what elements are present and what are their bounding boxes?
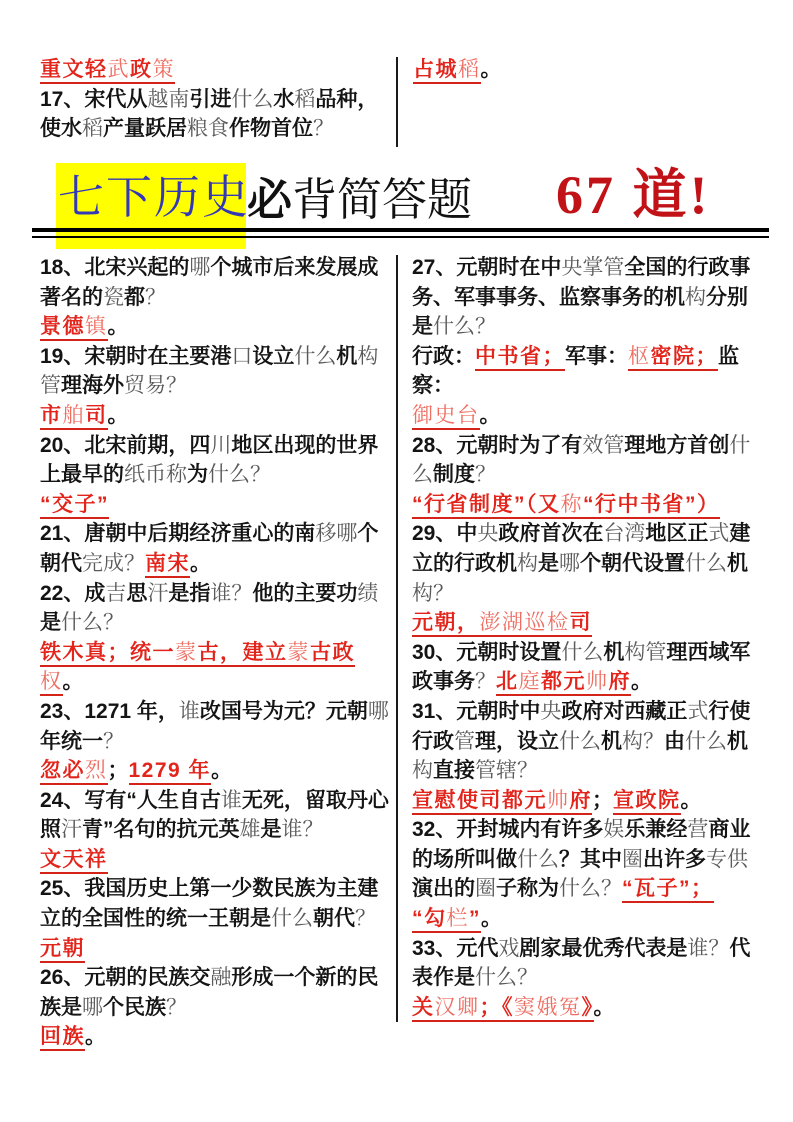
text-segment: 构管 bbox=[40, 344, 379, 398]
qa-paragraph bbox=[412, 431, 768, 490]
text-segment: 策 bbox=[153, 58, 176, 84]
text-segment: 30、元朝时设置 bbox=[412, 640, 562, 664]
text-segment: 管辖 bbox=[475, 759, 517, 783]
qa-paragraph bbox=[40, 874, 392, 933]
text-segment: 机 bbox=[603, 640, 625, 664]
text-segment: 台湾 bbox=[603, 522, 646, 546]
text-segment: 澎湖巡检 bbox=[480, 611, 570, 637]
title-rule-red-segment bbox=[554, 228, 769, 238]
qa-paragraph bbox=[412, 638, 768, 697]
text-segment: 元朝， bbox=[412, 611, 480, 637]
text-segment: 景德 bbox=[40, 315, 85, 341]
text-segment: ？ bbox=[145, 285, 166, 309]
text-segment: ？ bbox=[231, 581, 253, 605]
text-segment: 绩 bbox=[357, 581, 379, 605]
text-segment: ？ bbox=[313, 117, 334, 141]
text-segment: 效管 bbox=[582, 433, 625, 457]
text-segment: 是指 bbox=[168, 581, 211, 605]
text-segment: 直接 bbox=[433, 759, 475, 783]
text-segment: 司 bbox=[570, 611, 593, 637]
qa-paragraph bbox=[40, 342, 392, 401]
text-segment: 稻 bbox=[458, 58, 481, 84]
text-segment: ？ bbox=[475, 670, 496, 694]
text-segment: 圈 bbox=[622, 847, 643, 871]
text-segment: 出许多 bbox=[643, 847, 706, 871]
qa-paragraph bbox=[412, 342, 768, 431]
text-segment: 。 bbox=[631, 670, 652, 694]
text-segment: 构管 bbox=[624, 640, 667, 664]
text-segment: ？ bbox=[601, 877, 622, 901]
text-segment: 什么 bbox=[208, 463, 250, 487]
text-segment: ？ bbox=[124, 551, 145, 575]
qa-paragraph bbox=[40, 579, 392, 638]
text-segment: 都 bbox=[124, 285, 145, 309]
qa-paragraph bbox=[40, 756, 392, 786]
text-segment: “行中书省”） bbox=[583, 493, 720, 519]
text-segment: 年统一 bbox=[40, 729, 103, 753]
text-segment: 。 bbox=[481, 907, 502, 931]
text-segment: 。 bbox=[190, 551, 211, 575]
qa-paragraph bbox=[40, 845, 392, 875]
title-rule-black-segment bbox=[244, 228, 554, 238]
text-segment: 关 bbox=[412, 996, 435, 1022]
text-segment: 纸币称 bbox=[124, 463, 187, 487]
text-segment: 29、中 bbox=[412, 522, 478, 546]
text-segment: 个朝代 bbox=[40, 522, 379, 575]
text-segment: 产量跃居 bbox=[103, 117, 187, 141]
text-segment: 军事： bbox=[565, 344, 628, 368]
text-segment: 哪 bbox=[189, 256, 211, 279]
text-segment: 19、宋朝时在主要港 bbox=[40, 344, 232, 368]
text-segment: 。 bbox=[62, 670, 84, 694]
text-segment: 南宋 bbox=[145, 552, 190, 578]
text-segment: 地区正 bbox=[645, 522, 709, 546]
text-segment: 演出的 bbox=[412, 877, 475, 901]
text-segment: ？ bbox=[475, 315, 496, 339]
title-rule-blue-segment bbox=[32, 228, 244, 238]
text-segment: 川 bbox=[210, 433, 232, 457]
qa-paragraph bbox=[412, 519, 768, 608]
qa-paragraph bbox=[412, 490, 768, 520]
text-segment: 21、唐朝中后期经济重心的南 bbox=[40, 522, 316, 546]
column-divider-main bbox=[396, 255, 398, 1022]
text-segment: 宣慰使司都元 bbox=[412, 789, 547, 815]
text-segment: 央 bbox=[477, 522, 499, 546]
text-segment: 舶 bbox=[63, 404, 86, 430]
qa-paragraph bbox=[40, 519, 392, 578]
text-segment: 蒙 bbox=[288, 641, 311, 667]
text-segment: 忽必 bbox=[40, 759, 85, 785]
text-segment: 哪 bbox=[367, 699, 389, 723]
text-segment: 是 bbox=[260, 818, 282, 842]
text-segment: ？ bbox=[355, 907, 376, 931]
text-segment: 什么 bbox=[685, 729, 727, 753]
text-segment: 全国的行政事务、军事事务、监察事务的机 bbox=[412, 256, 751, 309]
text-segment: 25、我国历史上第一少数民族为主建立的全国性的统一王朝是 bbox=[40, 877, 379, 931]
text-segment: 式 bbox=[687, 699, 709, 723]
qa-paragraph bbox=[412, 815, 768, 933]
text-segment: 行政： bbox=[412, 344, 475, 368]
text-segment: 娱 bbox=[603, 818, 625, 842]
qa-paragraph bbox=[40, 85, 394, 144]
text-segment: ？ bbox=[708, 936, 730, 960]
text-segment: 制度 bbox=[433, 463, 475, 487]
text-segment: 什么 bbox=[561, 640, 604, 664]
text-segment: 式 bbox=[708, 522, 730, 546]
text-segment: 。 bbox=[85, 1025, 106, 1049]
text-segment: 什么 bbox=[231, 87, 274, 111]
text-segment: 古，建立 bbox=[198, 641, 288, 667]
text-segment: 铁木真；统一 bbox=[40, 641, 175, 667]
text-segment: 什么 bbox=[475, 966, 517, 990]
text-segment: 都元 bbox=[541, 670, 586, 696]
text-segment: 权 bbox=[40, 670, 63, 696]
text-segment: 23、1271 年， bbox=[40, 699, 179, 723]
text-segment: 地区出现的世界上最早的 bbox=[40, 433, 379, 487]
text-segment: 青”名句的抗元英 bbox=[82, 818, 240, 842]
text-segment: 改国号为元？元朝 bbox=[199, 699, 368, 723]
text-segment: 谁 bbox=[178, 699, 200, 723]
text-segment: ？ bbox=[517, 966, 538, 990]
text-segment: 。 bbox=[479, 403, 501, 427]
text-segment: ； bbox=[107, 759, 129, 783]
text-segment: 政府首次在 bbox=[498, 522, 604, 546]
text-segment: 古政 bbox=[310, 641, 355, 667]
text-segment: 机 bbox=[727, 551, 748, 575]
text-segment: 。 bbox=[107, 403, 129, 427]
text-segment: 窦娥冤 bbox=[514, 996, 582, 1022]
qa-paragraph bbox=[412, 993, 768, 1023]
text-segment: 乐兼经 bbox=[624, 818, 688, 842]
text-segment: 27、元朝时在中 bbox=[412, 256, 562, 279]
text-segment: 构 bbox=[517, 551, 538, 575]
text-segment: 什么 bbox=[517, 847, 559, 871]
text-segment: 政府对西藏正 bbox=[561, 699, 688, 723]
text-segment: 监察： bbox=[412, 344, 739, 398]
qa-paragraph bbox=[40, 934, 392, 964]
left-column bbox=[40, 253, 392, 1052]
text-segment: 品种，使水 bbox=[40, 87, 379, 141]
qa-paragraph bbox=[40, 786, 392, 845]
title-main bbox=[247, 174, 472, 226]
text-segment: 重文轻 bbox=[40, 58, 108, 84]
text-segment: 北 bbox=[496, 670, 519, 696]
text-segment: “勾 bbox=[412, 907, 447, 933]
qa-paragraph bbox=[40, 253, 392, 312]
top-left-column bbox=[40, 55, 394, 144]
text-segment: 32、开封城内有许多 bbox=[412, 818, 604, 842]
text-segment: 瓷 bbox=[103, 285, 124, 309]
text-segment: 1279 年 bbox=[129, 759, 212, 785]
qa-paragraph bbox=[40, 490, 392, 520]
text-segment: 汉卿 bbox=[435, 996, 480, 1022]
text-segment: 央掌管 bbox=[561, 256, 625, 279]
text-segment: 由 bbox=[664, 729, 685, 753]
text-segment: 理地方首创 bbox=[624, 433, 730, 457]
qa-paragraph bbox=[412, 253, 768, 342]
text-segment: ？ bbox=[643, 729, 664, 753]
text-segment: 文天祥 bbox=[40, 848, 108, 874]
text-segment: 是 bbox=[538, 551, 559, 575]
text-segment: 口 bbox=[231, 344, 253, 368]
text-segment: ？ bbox=[302, 818, 324, 842]
text-segment: ；《 bbox=[480, 996, 515, 1022]
text-segment: “瓦子”； bbox=[622, 877, 714, 903]
text-segment: 粮食 bbox=[187, 117, 229, 141]
text-segment: 机 bbox=[727, 729, 748, 753]
text-segment: 构 bbox=[685, 285, 706, 309]
text-segment: 设立 bbox=[252, 344, 295, 368]
text-segment: 个民族 bbox=[103, 995, 166, 1019]
text-segment: 雄 bbox=[239, 818, 261, 842]
text-segment: 构 bbox=[622, 729, 643, 753]
text-segment: “行省制度”（又 bbox=[412, 493, 561, 519]
qa-paragraph bbox=[412, 608, 768, 638]
text-segment: 水 bbox=[273, 87, 295, 111]
text-segment: 。 bbox=[593, 995, 615, 1019]
text-segment: 理海外 bbox=[61, 374, 124, 398]
qa-paragraph bbox=[40, 55, 394, 85]
title-rest: 背简答题 bbox=[292, 175, 473, 225]
text-segment: 理西域军政事务 bbox=[412, 640, 751, 694]
text-segment: 管 bbox=[454, 729, 475, 753]
text-segment: 府 bbox=[609, 670, 632, 696]
text-segment: 汗 bbox=[147, 581, 169, 605]
text-segment: 汗 bbox=[61, 818, 82, 842]
text-segment: 司 bbox=[85, 404, 108, 430]
text-segment: 谁 bbox=[687, 936, 709, 960]
text-segment: 他的主要功 bbox=[252, 581, 358, 605]
text-segment: 。 bbox=[680, 788, 702, 812]
column-divider-top bbox=[396, 57, 398, 147]
text-segment: 20、北宋前期，四 bbox=[40, 433, 211, 457]
text-segment: 18、北宋兴起的 bbox=[40, 256, 190, 279]
text-segment: 营 bbox=[687, 818, 709, 842]
text-segment: 思 bbox=[126, 581, 148, 605]
text-segment: ？ bbox=[250, 463, 271, 487]
text-segment: 融 bbox=[210, 966, 232, 990]
text-segment: 机 bbox=[336, 344, 358, 368]
qa-paragraph bbox=[40, 1022, 392, 1052]
text-segment: 22、成 bbox=[40, 581, 106, 605]
text-segment: 作物首位 bbox=[229, 117, 313, 141]
qa-paragraph bbox=[412, 786, 768, 816]
text-segment: 央 bbox=[540, 699, 562, 723]
text-segment: 栏 bbox=[447, 907, 470, 933]
text-segment: 圈 bbox=[475, 877, 496, 901]
text-segment: 建立的行政机 bbox=[412, 522, 751, 575]
text-segment: 商业的场所叫做 bbox=[412, 818, 751, 871]
text-segment: 政 bbox=[130, 58, 153, 84]
text-segment: 稻 bbox=[82, 117, 103, 141]
qa-paragraph bbox=[412, 697, 768, 786]
text-segment: 称 bbox=[561, 493, 584, 519]
text-segment: 什么 bbox=[559, 877, 601, 901]
text-segment: 谁 bbox=[210, 581, 232, 605]
qa-paragraph bbox=[40, 697, 392, 756]
text-segment: 33、元代 bbox=[412, 936, 499, 960]
text-segment: 什么 bbox=[412, 433, 751, 487]
text-segment: 是 bbox=[40, 611, 61, 635]
text-segment: ； bbox=[592, 788, 613, 812]
qa-paragraph bbox=[40, 963, 392, 1022]
text-segment: 机 bbox=[601, 729, 622, 753]
text-segment: ？ bbox=[166, 995, 187, 1019]
text-segment: 。 bbox=[107, 315, 129, 339]
text-segment: 构 bbox=[412, 759, 433, 783]
text-segment: 朝代 bbox=[313, 907, 355, 931]
text-segment: 中书省； bbox=[475, 345, 565, 371]
text-segment: ？ bbox=[475, 463, 496, 487]
text-segment: 。 bbox=[480, 58, 502, 81]
text-segment: 什么 bbox=[559, 729, 601, 753]
qa-paragraph bbox=[40, 312, 392, 342]
text-segment: 贸易 bbox=[124, 374, 166, 398]
text-segment: 剧家最优秀代表是 bbox=[519, 936, 688, 960]
text-segment: 26、元朝的民族交 bbox=[40, 966, 211, 990]
text-segment: ” bbox=[469, 907, 481, 933]
text-segment: 越南 bbox=[147, 87, 190, 111]
text-segment: 理，设立 bbox=[475, 729, 559, 753]
text-segment: 分别是 bbox=[412, 285, 748, 339]
text-segment: 形成一个新的民族是 bbox=[40, 966, 379, 1019]
text-segment: 御史台 bbox=[412, 404, 480, 430]
text-segment: 完成 bbox=[82, 551, 124, 575]
text-segment: 构 bbox=[412, 581, 433, 605]
title-must-char: 必 bbox=[247, 174, 293, 225]
qa-paragraph bbox=[40, 431, 392, 490]
text-segment: 个朝代设置 bbox=[580, 551, 685, 575]
text-segment: 武 bbox=[108, 58, 131, 84]
top-right-column bbox=[413, 55, 767, 85]
text-segment: 烈 bbox=[85, 759, 108, 785]
text-segment: 什么 bbox=[294, 344, 337, 368]
text-segment: 帅 bbox=[586, 670, 609, 696]
text-segment: 蒙 bbox=[175, 641, 198, 667]
qa-paragraph bbox=[412, 934, 768, 993]
text-segment: “交子” bbox=[40, 493, 109, 519]
text-segment: ？ bbox=[103, 611, 124, 635]
text-segment: 哪 bbox=[559, 551, 580, 575]
text-segment: 镇 bbox=[85, 315, 108, 341]
title-count: 67 道! bbox=[556, 165, 711, 225]
text-segment: 谁 bbox=[220, 788, 242, 812]
text-segment: ？ bbox=[103, 729, 124, 753]
title-course: 七下历史 bbox=[58, 172, 250, 223]
text-segment: 子称为 bbox=[496, 877, 559, 901]
text-segment: 什么 bbox=[685, 551, 727, 575]
text-segment: 什么 bbox=[61, 611, 103, 635]
qa-paragraph bbox=[40, 638, 392, 697]
text-segment: 市 bbox=[40, 404, 63, 430]
text-segment: 专供 bbox=[706, 847, 748, 871]
text-segment: 什么 bbox=[433, 315, 475, 339]
text-segment: 什么 bbox=[271, 907, 313, 931]
right-column bbox=[412, 253, 768, 1022]
text-segment: 代表作是 bbox=[412, 936, 751, 990]
text-segment: ？ bbox=[166, 374, 187, 398]
text-segment: ？ bbox=[517, 759, 538, 783]
text-segment: 回族 bbox=[40, 1025, 85, 1051]
text-segment: 28、元朝时为了有 bbox=[412, 433, 583, 457]
text-segment: 31、元朝时中 bbox=[412, 699, 541, 723]
text-segment: 为 bbox=[187, 463, 208, 487]
text-segment: 枢 bbox=[628, 345, 651, 371]
text-segment: 宣政院 bbox=[613, 789, 681, 815]
text-segment: 帅 bbox=[547, 789, 570, 815]
text-segment: ？其中 bbox=[559, 847, 622, 871]
text-segment: 元朝 bbox=[40, 937, 85, 963]
text-segment: 行使行政 bbox=[412, 699, 751, 753]
text-segment: 移哪 bbox=[315, 522, 358, 546]
text-segment: 密院； bbox=[651, 345, 719, 371]
text-segment: 哪 bbox=[82, 995, 103, 1019]
text-segment: 吉 bbox=[105, 581, 127, 605]
text-segment: 无死，留取丹心照 bbox=[40, 788, 389, 842]
text-segment: 占城 bbox=[413, 58, 458, 84]
text-segment: 引进 bbox=[189, 87, 232, 111]
text-segment: 17、宋代从 bbox=[40, 87, 148, 111]
text-segment: 戏 bbox=[498, 936, 520, 960]
text-segment: 谁 bbox=[281, 818, 303, 842]
text-segment: 稻 bbox=[294, 87, 316, 111]
text-segment: 庭 bbox=[519, 670, 542, 696]
text-segment: 》 bbox=[582, 996, 594, 1022]
text-segment: 府 bbox=[570, 789, 593, 815]
qa-paragraph bbox=[40, 401, 392, 431]
qa-paragraph bbox=[413, 55, 767, 85]
text-segment: 个城市后来发展成著名的 bbox=[40, 256, 379, 309]
title-rule bbox=[32, 228, 769, 238]
text-segment: ？ bbox=[433, 581, 454, 605]
text-segment: 24、写有“人生自古 bbox=[40, 788, 221, 812]
text-segment: 。 bbox=[211, 759, 233, 783]
